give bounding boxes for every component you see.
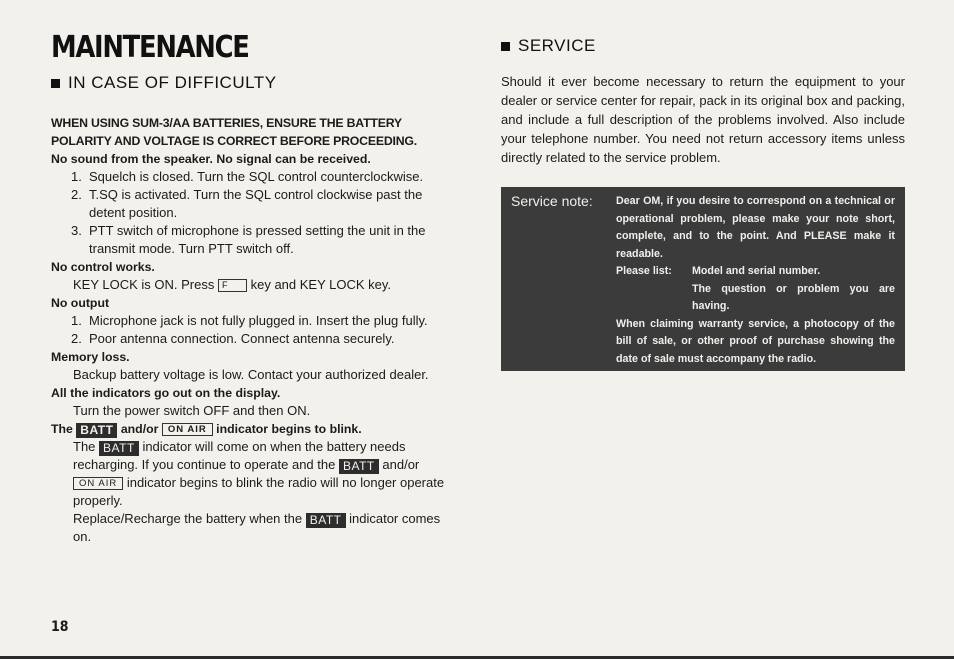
service-heading-text: SERVICE bbox=[518, 36, 596, 55]
no-sound-heading: No sound from the speaker. No signal can be received. bbox=[51, 152, 371, 166]
batt-blink-heading bbox=[51, 420, 457, 438]
service-note-claim: When claiming warranty service, a photocopy of the bill of sale, or other proof of purchase showing the date of sale must accompany the radio. bbox=[616, 317, 895, 365]
memory-loss-heading: Memory loss. bbox=[51, 350, 130, 364]
no-control-text bbox=[51, 276, 457, 294]
no-sound-item-2: T.SQ is activated. Turn the SQL control clockwise past the detent position. bbox=[89, 187, 423, 220]
page-number: 18 bbox=[51, 619, 69, 635]
service-note-box bbox=[501, 187, 905, 371]
batt-heading-andor: and/or bbox=[120, 422, 159, 436]
batt-p1-d: indicator begins to blink the radio will no longer operate properly. bbox=[73, 475, 445, 508]
list-item: 3. PTT switch of microphone is pressed setting the unit in the transmit mode. Turn PTT switch off. bbox=[51, 222, 457, 258]
service-note-content bbox=[616, 193, 895, 363]
batt-indicator-icon: BATT bbox=[99, 441, 139, 456]
batt-heading-the: The bbox=[51, 422, 73, 436]
battery-warning bbox=[51, 114, 457, 150]
page-title: MAINTENANCE bbox=[51, 30, 249, 65]
batt-heading-end: indicator begins to blink. bbox=[216, 422, 362, 436]
please-list-item-1: Model and serial number. bbox=[692, 265, 821, 277]
batt-indicator-icon: BATT bbox=[306, 513, 346, 528]
batt-indicator-icon: BATT bbox=[339, 459, 379, 474]
no-sound-item-1: Squelch is closed. Turn the SQL control counterclockwise. bbox=[89, 169, 424, 184]
service-heading bbox=[501, 34, 905, 58]
display-out-text: Turn the power switch OFF and then ON. bbox=[73, 403, 311, 418]
batt-p1-c: and/or bbox=[382, 457, 420, 472]
no-output-heading: No output bbox=[51, 296, 110, 310]
battery-warning-line1: WHEN USING SUM-3/AA BATTERIES, ENSURE THE BATTERY bbox=[51, 116, 402, 130]
service-body: Should it ever become necessary to return the equipment to your dealer or service center for repair, pack in its original box and packing, and include a full description of the problems involved. Also include your telephone number. You need not return accessory items unless directly related to the service problem. bbox=[501, 74, 905, 165]
batt-p1-a: The bbox=[73, 439, 96, 454]
batt-blink-paragraph-2 bbox=[51, 510, 457, 546]
list-item: 1. Microphone jack is not fully plugged in. Insert the plug fully. bbox=[51, 312, 457, 330]
right-column bbox=[501, 30, 905, 371]
bullet-square-icon bbox=[51, 79, 60, 88]
batt-p2-b: indicator comes on. bbox=[73, 511, 441, 544]
no-sound-item-3: PTT switch of microphone is pressed setting the unit in the transmit mode. Turn PTT switch off. bbox=[89, 223, 426, 256]
list-item: 2. T.SQ is activated. Turn the SQL control clockwise past the detent position. bbox=[51, 186, 457, 222]
no-output-item-2: Poor antenna connection. Connect antenna securely. bbox=[89, 331, 395, 346]
bullet-square-icon bbox=[501, 42, 510, 51]
display-out-heading: All the indicators go out on the display. bbox=[51, 386, 281, 400]
no-control-text-a: KEY LOCK is ON. Press bbox=[73, 277, 215, 292]
no-control-text-b: key and KEY LOCK key. bbox=[250, 277, 392, 292]
please-list-label: Please list: bbox=[616, 265, 672, 277]
batt-p2-a: Replace/Recharge the battery when the bbox=[73, 511, 303, 526]
difficulty-heading-text: IN CASE OF DIFFICULTY bbox=[68, 73, 277, 92]
service-note-label: Service note: bbox=[511, 193, 593, 209]
service-note-intro: Dear OM, if you desire to correspond on a technical or operational problem, please make your note short, complete, and to the point. And PLEASE make it readable. bbox=[616, 195, 895, 260]
on-air-indicator-icon: ON AIR bbox=[73, 477, 123, 490]
left-column bbox=[51, 30, 457, 546]
f-key-icon: F bbox=[218, 279, 247, 292]
no-control-heading: No control works. bbox=[51, 260, 155, 274]
please-list-item-2: The question or problem you are having. bbox=[692, 282, 895, 312]
battery-warning-line2: POLARITY AND VOLTAGE IS CORRECT BEFORE PROCEEDING. bbox=[51, 134, 417, 148]
batt-blink-paragraph-1 bbox=[51, 438, 457, 510]
difficulty-heading bbox=[51, 71, 457, 95]
batt-p1-b: indicator will come on when the battery needs recharging. If you continue to operate and the bbox=[73, 439, 406, 472]
batt-indicator-icon: BATT bbox=[76, 423, 117, 438]
service-note-list bbox=[616, 263, 895, 281]
memory-loss-text: Backup battery voltage is low. Contact your authorized dealer. bbox=[73, 367, 429, 382]
list-item: 1. Squelch is closed. Turn the SQL control counterclockwise. bbox=[51, 168, 457, 186]
on-air-indicator-icon: ON AIR bbox=[162, 423, 213, 436]
list-item: 2. Poor antenna connection. Connect antenna securely. bbox=[51, 330, 457, 348]
no-output-item-1: Microphone jack is not fully plugged in. Insert the plug fully. bbox=[89, 313, 428, 328]
